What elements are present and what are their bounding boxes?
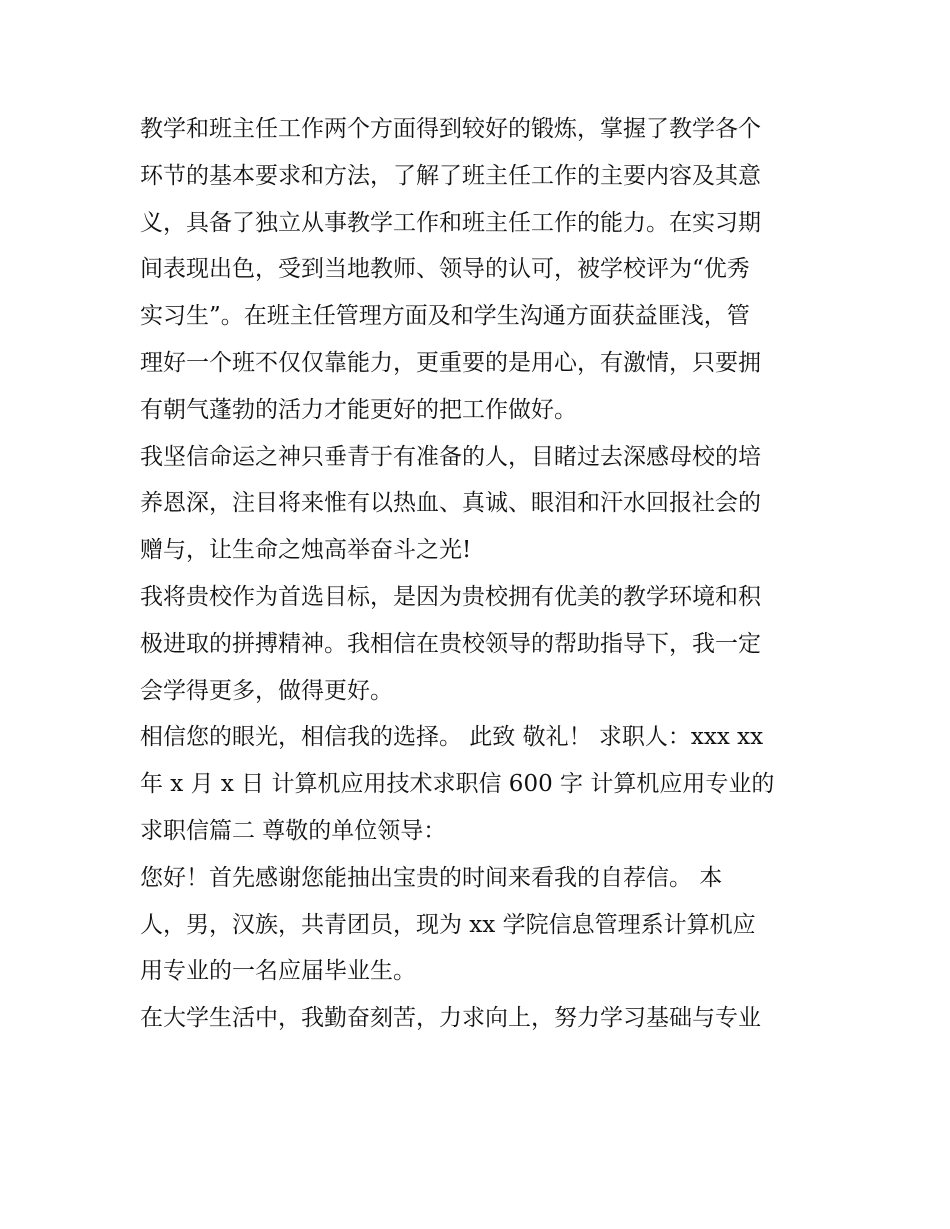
- text-line: 您好！首先感谢您能抽出宝贵的时间来看我的自荐信。 本: [140, 864, 723, 891]
- text-line: 义，具备了独立从事教学工作和班主任工作的能力。在实习期: [140, 209, 761, 236]
- text-line: 相信您的眼光，相信我的选择。 此致 敬礼！ 求职人：xxx xx: [140, 724, 764, 751]
- text-line: 用专业的一名应届毕业生。: [140, 958, 416, 985]
- text-line: 间表现出色，受到当地教师、领导的认可，被学校评为“优秀: [140, 256, 750, 283]
- text-line: 我坚信命运之神只垂青于有准备的人，目睹过去深感母校的培: [140, 443, 761, 470]
- text-line: 在大学生活中，我勤奋刻苦，力求向上，努力学习基础与专业: [140, 1005, 761, 1032]
- text-line: 赠与，让生命之烛高举奋斗之光!: [140, 537, 472, 564]
- text-line: 求职信篇二 尊敬的单位领导：: [140, 817, 447, 844]
- text-line: 年 x 月 x 日 计算机应用技术求职信 600 字 计算机应用专业的: [140, 771, 775, 798]
- text-line: 会学得更多，做得更好。: [140, 677, 393, 704]
- text-line: 极进取的拼搏精神。我相信在贵校领导的帮助指导下，我一定: [140, 630, 761, 657]
- text-line: 实习生”。在班主任管理方面及和学生沟通方面获益匪浅，管: [140, 303, 750, 330]
- text-line: 理好一个班不仅仅靠能力，更重要的是用心，有激情，只要拥: [140, 349, 761, 376]
- text-line: 环节的基本要求和方法，了解了班主任工作的主要内容及其意: [140, 162, 761, 189]
- text-line: 养恩深，注目将来惟有以热血、真诚、眼泪和汗水回报社会的: [140, 490, 761, 517]
- text-line: 我将贵校作为首选目标，是因为贵校拥有优美的教学环境和积: [140, 583, 761, 610]
- text-line: 有朝气蓬勃的活力才能更好的把工作做好。: [140, 396, 577, 423]
- text-line: 教学和班主任工作两个方面得到较好的锻炼，掌握了教学各个: [140, 116, 761, 142]
- letter-body: [140, 106, 820, 1042]
- text-line: 人，男，汉族，共青团员，现为 xx 学院信息管理系计算机应: [140, 911, 756, 938]
